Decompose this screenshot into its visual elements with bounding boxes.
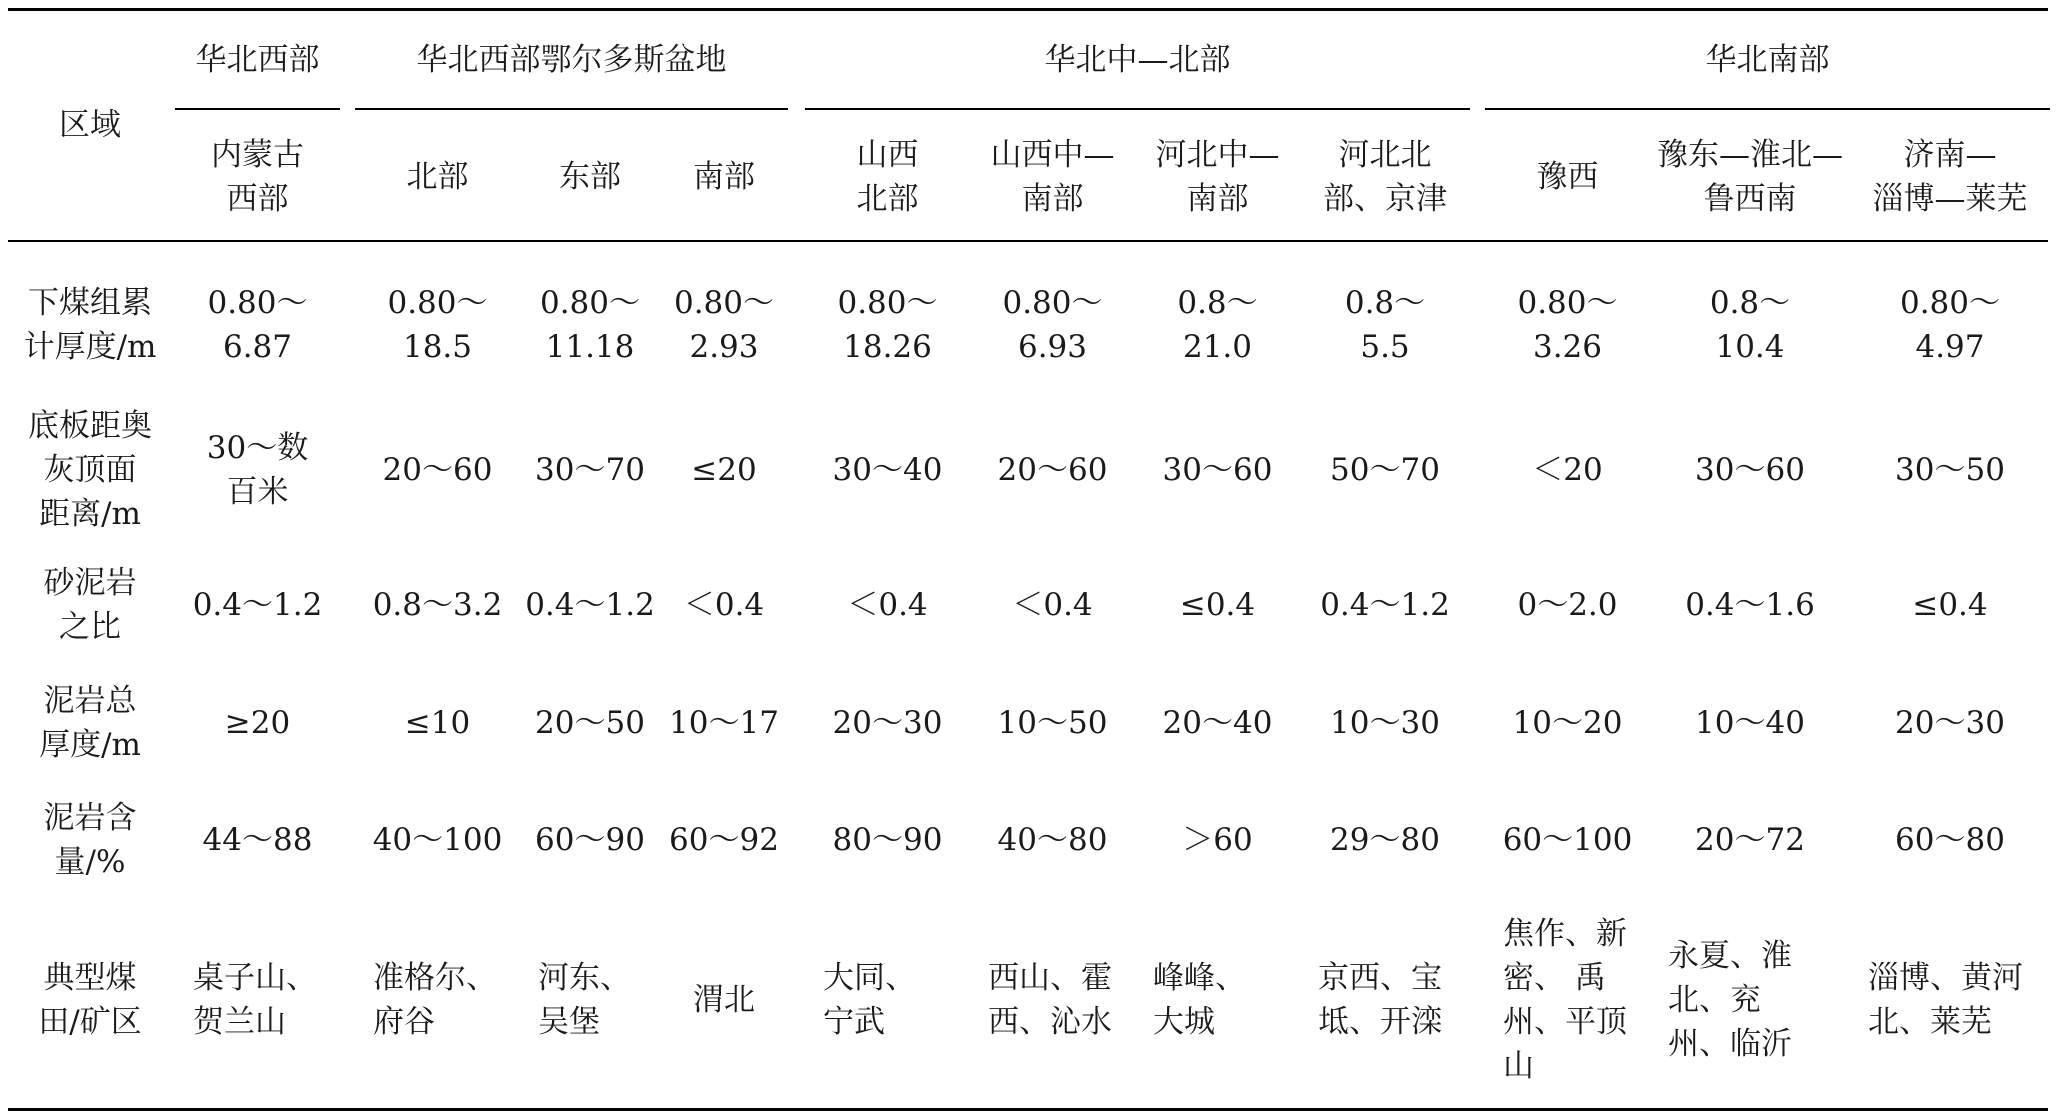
table-cell: 0.80～ 6.87 bbox=[207, 285, 308, 365]
table-cell: 29～80 bbox=[1330, 822, 1440, 858]
table-cell: ＜0.4 bbox=[1012, 587, 1093, 623]
table-cell: 0.4～1.2 bbox=[192, 587, 323, 623]
table-cell: 0.4～1.2 bbox=[525, 587, 655, 623]
region-header: 区域 bbox=[59, 107, 121, 143]
column-header: 山西中— 南部 bbox=[990, 137, 1115, 217]
table-cell: 50～70 bbox=[1330, 452, 1440, 488]
table-cell: ≥20 bbox=[224, 704, 291, 741]
table-cell: 0.80～ 18.5 bbox=[387, 285, 488, 365]
table-cell: ≤0.4 bbox=[1179, 587, 1256, 623]
group-underline-4 bbox=[1485, 108, 2050, 110]
table-cell: 0.4～1.2 bbox=[1320, 587, 1450, 623]
table-cell: 10～17 bbox=[669, 704, 779, 741]
table-cell: 30～70 bbox=[535, 452, 645, 488]
table-cell: 10～50 bbox=[997, 704, 1108, 741]
row-label: 典型煤 田/矿区 bbox=[38, 960, 142, 1040]
row-label: 泥岩含 量/% bbox=[43, 800, 137, 880]
table-cell: 0.80～ 18.26 bbox=[837, 285, 938, 365]
table-cell: 30～60 bbox=[1695, 452, 1805, 488]
table-cell: ≤20 bbox=[691, 452, 757, 488]
column-header: 南部 bbox=[693, 159, 755, 195]
column-header: 内蒙古 西部 bbox=[211, 137, 304, 217]
table-cell: 20～60 bbox=[997, 452, 1108, 488]
row-label: 底板距奥 灰顶面 距离/m bbox=[28, 408, 152, 532]
column-header: 豫西 bbox=[1536, 159, 1599, 195]
table-cell: 60～92 bbox=[669, 822, 779, 858]
group-underline-2 bbox=[355, 108, 788, 110]
table-cell: 0.8～ 10.4 bbox=[1709, 285, 1791, 365]
table-cell: 西山、霍 西、沁水 bbox=[988, 960, 1112, 1040]
group-underline-1 bbox=[175, 108, 340, 110]
table-cell: 0～2.0 bbox=[1517, 587, 1618, 623]
table-cell: 永夏、淮 北、兖 州、临沂 bbox=[1668, 938, 1792, 1062]
column-header: 豫东—淮北— 鲁西南 bbox=[1657, 137, 1843, 217]
column-header: 河北中— 南部 bbox=[1155, 137, 1280, 217]
table-cell: 大同、 宁武 bbox=[823, 960, 916, 1040]
table-cell: ＜0.4 bbox=[683, 587, 765, 623]
table-cell: 0.80～ 11.18 bbox=[539, 285, 641, 365]
column-header: 济南— 淄博—莱芜 bbox=[1872, 137, 2028, 217]
table-cell: 0.80～ 2.93 bbox=[673, 285, 775, 365]
top-rule bbox=[8, 8, 2048, 11]
table-cell: 10～30 bbox=[1330, 704, 1440, 741]
group-header: 华北南部 bbox=[1705, 42, 1830, 78]
table-cell: 0.80～ 3.26 bbox=[1517, 285, 1618, 365]
column-header: 北部 bbox=[406, 159, 469, 195]
table-cell: 60～80 bbox=[1895, 822, 2005, 858]
table-cell: 京西、宝 坻、开滦 bbox=[1318, 960, 1442, 1040]
table-cell: 30～40 bbox=[832, 452, 943, 488]
group-header: 华北西部鄂尔多斯盆地 bbox=[416, 42, 727, 78]
table-cell: 0.80～ 4.97 bbox=[1899, 285, 2001, 365]
table-cell: ＜0.4 bbox=[847, 587, 928, 623]
header-rule bbox=[8, 240, 2048, 242]
table-cell: 0.4～1.6 bbox=[1685, 587, 1815, 623]
row-label: 砂泥岩 之比 bbox=[43, 565, 137, 645]
table-cell: 10～40 bbox=[1695, 704, 1805, 741]
table-cell: 60～100 bbox=[1502, 822, 1633, 858]
table-cell: 30～50 bbox=[1895, 452, 2005, 488]
table-cell: 20～30 bbox=[832, 704, 943, 741]
group-header: 华北西部 bbox=[195, 42, 320, 78]
table-cell: 40～80 bbox=[997, 822, 1108, 858]
table-cell: 渭北 bbox=[693, 982, 755, 1018]
table-cell: 10～20 bbox=[1512, 704, 1623, 741]
table-cell: 44～88 bbox=[202, 822, 313, 858]
table-cell: 30～60 bbox=[1162, 452, 1273, 488]
table-cell: 桌子山、 贺兰山 bbox=[193, 960, 317, 1040]
table-cell: ＜20 bbox=[1532, 452, 1603, 488]
table-cell: 20～60 bbox=[382, 452, 493, 488]
table-cell: 40～100 bbox=[372, 822, 503, 858]
table-cell: 20～30 bbox=[1895, 704, 2005, 741]
table-cell: ＞60 bbox=[1182, 822, 1253, 858]
row-label: 下煤组累 计厚度/m bbox=[23, 285, 157, 365]
table-cell: 30～数 百米 bbox=[206, 430, 309, 510]
row-label: 泥岩总 厚度/m bbox=[39, 682, 141, 763]
table-cell: ≤0.4 bbox=[1912, 587, 1988, 623]
table-cell: 20～50 bbox=[535, 704, 645, 741]
table-cell: 峰峰、 大城 bbox=[1153, 960, 1246, 1040]
table-cell: 20～40 bbox=[1162, 704, 1273, 741]
table-cell: 80～90 bbox=[832, 822, 943, 858]
table-cell: 淄博、黄河 北、莱芜 bbox=[1868, 960, 2023, 1040]
table-cell: 焦作、新 密、 禹 州、平顶 山 bbox=[1503, 916, 1627, 1084]
table-cell: 60～90 bbox=[535, 822, 645, 858]
table-cell: 0.80～ 6.93 bbox=[1002, 285, 1103, 365]
table-cell: 20～72 bbox=[1695, 822, 1805, 858]
table-cell: 0.8～ 21.0 bbox=[1177, 285, 1258, 365]
table-cell: 河东、 吴堡 bbox=[538, 960, 631, 1040]
column-header: 山西 北部 bbox=[856, 137, 919, 217]
group-header: 华北中—北部 bbox=[1044, 42, 1231, 78]
group-underline-3 bbox=[805, 108, 1470, 110]
table-cell: 准格尔、 府谷 bbox=[373, 960, 497, 1040]
table-cell: 0.8～3.2 bbox=[372, 587, 503, 623]
table-cell: ≤10 bbox=[404, 704, 471, 741]
column-header: 河北北 部、京津 bbox=[1323, 137, 1447, 217]
bottom-rule bbox=[8, 1108, 2048, 1111]
table-cell: 0.8～ 5.5 bbox=[1344, 285, 1426, 365]
column-header: 东部 bbox=[559, 159, 621, 195]
